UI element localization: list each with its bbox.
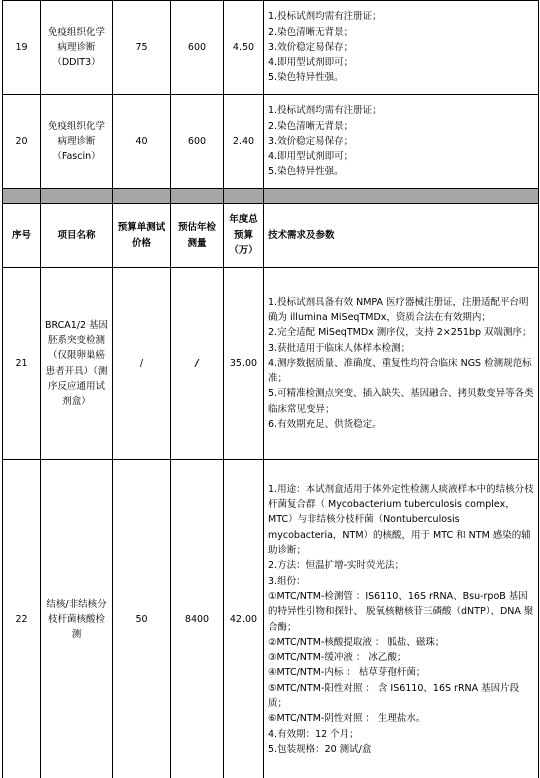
header-name: 项目名称: [41, 204, 113, 268]
requirement-line: ①MTC/NTM-检测管 ：IS6110、16S rRNA、Bsu-rpoB 基因的特异性引物和探针、 脱氧核糖核苷三磷酸（dNTP）、DNA 聚合酶；: [268, 590, 534, 633]
row-number: 20: [3, 95, 41, 189]
header-no: 序号: [3, 204, 41, 268]
item-name: 免疫组织化学病理诊断（Fascin）: [41, 95, 113, 189]
requirements: [264, 268, 539, 460]
annual-budget: 35.00: [224, 268, 264, 460]
requirement-line: 2.方法：恒温扩增-实时荧光法；: [268, 560, 404, 572]
requirement-line: 1.投标试剂具备有效 NMPA 医疗器械注册证，注册适配平台明确为 illumina MiSeqTMDx，资质合法在有效期内；: [268, 296, 529, 323]
requirement-line: 1.投标试剂均需有注册证；: [268, 11, 382, 23]
row-number: 22: [3, 460, 41, 778]
requirement-line: 4.即用型试剂即可；: [268, 57, 354, 69]
requirements: [264, 95, 539, 189]
requirement-line: 3.效价稳定易保存；: [268, 135, 354, 147]
item-name: 结核/非结核分枝杆菌核酸检测: [41, 460, 113, 778]
annual-quantity: 600: [171, 1, 224, 95]
row-number: 21: [3, 268, 41, 460]
unit-price: 50: [113, 460, 171, 778]
requirement-line: 2.染色清晰无背景；: [268, 26, 354, 38]
requirement-line: 2.完全适配 MiSeqTMDx 测序仪，支持 2×251bp 双端测序；: [268, 327, 532, 339]
annual-budget: 2.40: [224, 95, 264, 189]
header-reqs: 技术需求及参数: [264, 204, 539, 268]
annual-quantity: 600: [171, 95, 224, 189]
requirement-line: 3.效价稳定易保存；: [268, 41, 354, 53]
table-row: [3, 1, 539, 95]
row-number: 19: [3, 1, 41, 95]
unit-price: 75: [113, 1, 171, 95]
requirement-line: 3.组份：: [268, 575, 306, 587]
table-row: [3, 95, 539, 189]
header-budget: 年度总预算（万）: [224, 204, 264, 268]
unit-price: 40: [113, 95, 171, 189]
requirement-line: 1.投标试剂均需有注册证；: [268, 105, 382, 117]
requirement-line: ⑤MTC/NTM-阳性对照 ： 含 IS6110、16S rRNA 基因片段质；: [268, 682, 520, 709]
header-price: 预算单测试价格: [113, 204, 171, 268]
requirement-line: 5.包装规格：20 测试/盒: [268, 743, 372, 755]
requirement-line: ⑥MTC/NTM-阴性对照 ： 生理盐水。: [268, 713, 426, 725]
requirement-line: 3.获批适用于临床人体样本检测；: [268, 342, 411, 354]
requirement-line: 2.染色清晰无背景；: [268, 120, 354, 132]
annual-budget: 4.50: [224, 1, 264, 95]
requirements: [264, 1, 539, 95]
requirement-line: 4.测序数据质量、准确度、重复性均符合临床 NGS 检测规范标准；: [268, 357, 532, 385]
requirement-line: 5.可精准检测点突变、插入缺失、基因融合、拷贝数变异等各类临床常见变异；: [268, 388, 534, 415]
requirement-line: 6.有效期充足、供货稳定。: [268, 419, 382, 431]
item-name: 免疫组织化学病理诊断（DDIT3）: [41, 1, 113, 95]
item-name: BRCA1/2 基因胚系突变检测（仅限卵巢癌患者开具）（测序反应通用试剂盒）: [41, 268, 113, 460]
annual-budget: 42.00: [224, 460, 264, 778]
requirement-line: 1.用途：本试剂盒适用于体外定性检测人痰液样本中的结核分枝杆菌复合群（ Mycobacterium tuberculosis complex，MTC）与非结核分枝杆菌（Nontuberculosis mycobacteria，NTM）的核酸，用于 MTC 和 NTM 感染的辅助诊断；: [268, 483, 534, 557]
requirement-line: ④MTC/NTM-内标 ： 枯草芽孢杆菌；: [268, 667, 426, 679]
requirement-line: 4.即用型试剂即可；: [268, 151, 354, 163]
header-qty: 预估年检测量: [171, 204, 224, 268]
requirement-line: 5.染色特异性强。: [268, 166, 344, 178]
separator-row: [3, 189, 539, 204]
table-row: [3, 460, 539, 778]
annual-quantity: 8400: [171, 460, 224, 778]
requirement-line: 4.有效期：12 个月；: [268, 728, 359, 740]
requirement-line: 5.染色特异性强。: [268, 72, 344, 84]
requirements: [264, 460, 539, 778]
unit-price: /: [113, 268, 171, 460]
spec-table: [2, 0, 539, 778]
header-row: [3, 204, 539, 268]
table-row: [3, 268, 539, 460]
requirement-line: ②MTC/NTM-核酸提取液 ： 胍盐、磁珠；: [268, 636, 445, 648]
annual-quantity: /: [171, 268, 224, 460]
requirement-line: ③MTC/NTM-缓冲液 ： 冰乙酸；: [268, 652, 407, 664]
